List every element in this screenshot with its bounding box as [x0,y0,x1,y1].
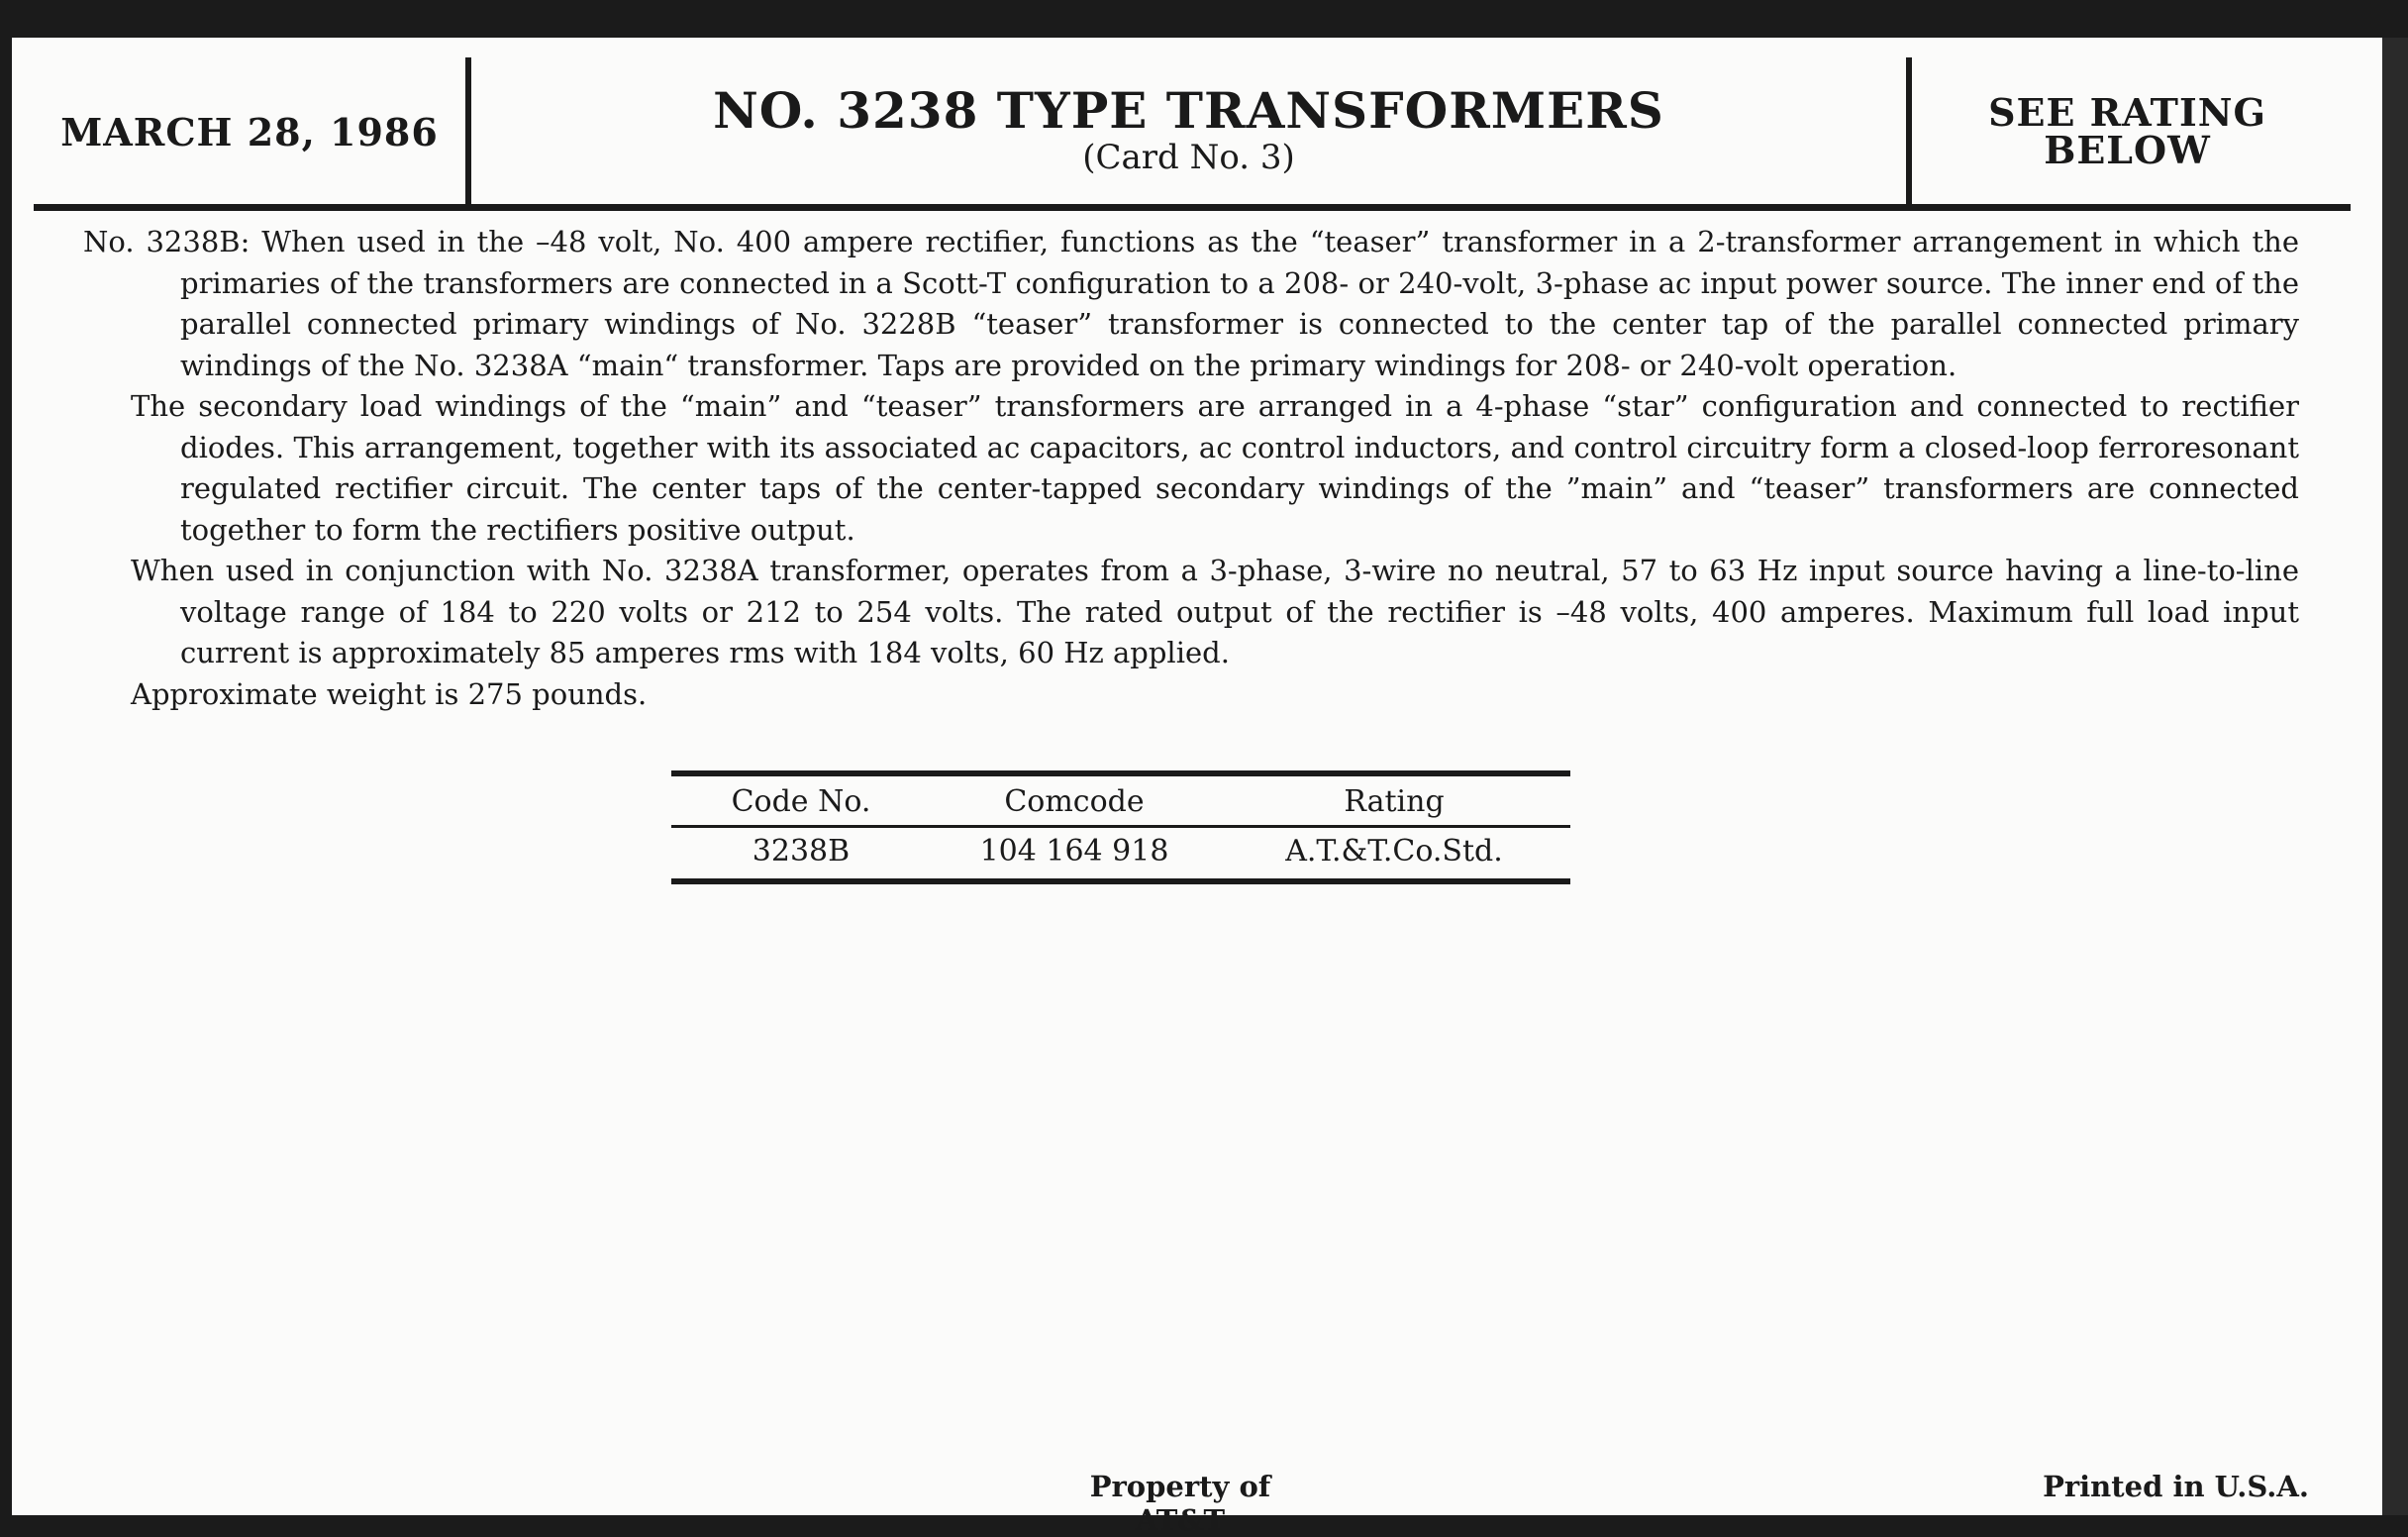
rating-note-line1: SEE RATING [1988,90,2266,135]
card-header [34,57,2343,206]
document-card [12,38,2382,1537]
card-number: (Card No. 3) [1082,137,1295,177]
paragraph-operation: When used in conjunction with No. 3238A transformer, operates from a 3-phase, 3-wire no neutral, 57 to 63 Hz input source having a line-to-line voltage range of 184 to 220 volts or 212 to 254 volts. The rated output of the rectifier is –48 volts, 400 amperes. Maximum full load input current is approximately 85 amperes rms with 184 volts, 60 Hz applied. [131,554,2299,669]
paragraph-weight: Approximate weight is 275 pounds. [131,676,648,711]
scan-edge [2382,38,2408,1515]
cell-code-no: 3238B [671,827,931,882]
footer-printed: Printed in U.S.A. [2043,1470,2309,1503]
code-table [671,770,1570,884]
header-rating: Rating [1218,776,1570,827]
cell-rating: A.T.&T.Co.Std. [1218,827,1570,882]
footer-property: Property of AT&T [1089,1470,1271,1537]
header-code-no: Code No. [671,776,931,827]
cell-comcode: 104 164 918 [931,827,1218,882]
issue-date: MARCH 28, 1986 [60,109,439,154]
paragraph-3238b: No. 3238B: When used in the –48 volt, No. 400 ampere rectifier, functions as the “teaser” transformer in a 2-transformer arrangement in which the primaries of the transformers are connected in a Scott-T configuration to a 208- or 240-volt, 3-phase ac input power source. The inner end of the parallel connected primary windings of No. 3228B “teaser” transformer is connected to the center tap of the parallel connected primary windings of the No. 3238A “main“ transformer. Taps are provided on the primary windings for 208- or 240-volt operation. [83,225,2299,382]
table-header-row [671,776,1570,827]
description-text [83,222,2299,715]
header-comcode: Comcode [931,776,1218,827]
page-title: NO. 3238 TYPE TRANSFORMERS [713,81,1664,141]
header-rule [34,204,2351,211]
table-row [671,827,1570,882]
title-block [471,57,1906,206]
paragraph-secondary-windings: The secondary load windings of the “main” and “teaser” transformers are arranged in a 4-phase “star” configuration and connected to rectifier diodes. This arrangement, together with its associated ac capacitors, ac control inductors, and control circuitry form a closed-loop ferroresonant regulated rectifier circuit. The center taps of the center-tapped secondary windings of the ”main” and “teaser” transformers are connected together to form the rectifiers positive output. [131,389,2299,547]
rating-note-line2: BELOW [2044,128,2211,172]
rating-note [1912,57,2343,206]
